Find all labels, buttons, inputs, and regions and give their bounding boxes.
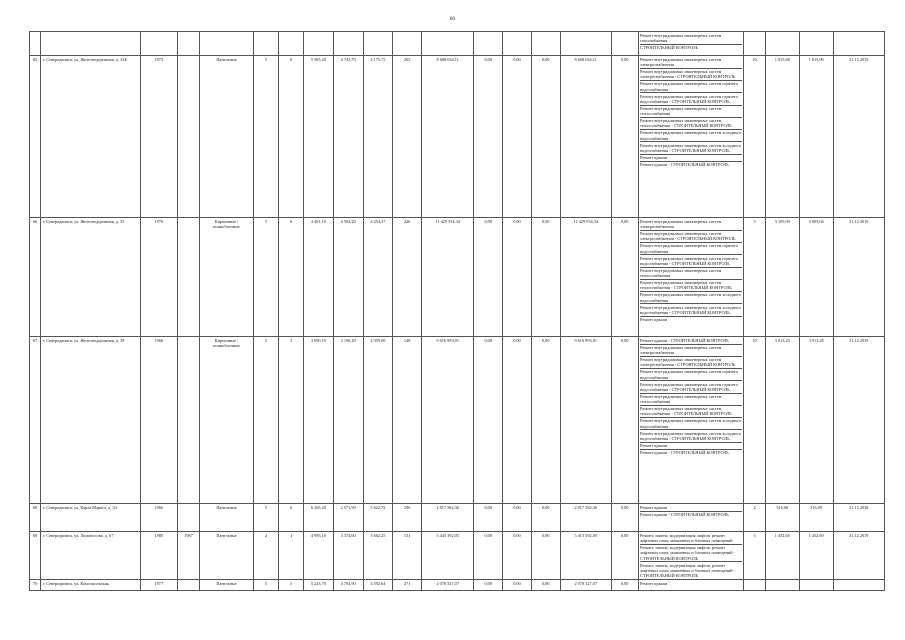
work-item: Ремонт внутридомовых инженерных систем теплоснабжения - СТРОИТЕЛЬНЫЙ КОНТРОЛЬ (640, 280, 742, 292)
year-overhaul (177, 580, 200, 591)
fund-federal: 0,00 (474, 218, 503, 337)
unit-count: 10 (744, 337, 766, 504)
table-row (30, 56, 885, 218)
wall-material: Панельные (200, 56, 253, 218)
works-list (638, 218, 744, 337)
private-area: 2 959,00 (363, 337, 393, 504)
house-address: г. Северодвинск, ул. Железнодорожная, д. 39 (41, 337, 141, 504)
work-item: Ремонт крыши - СТРОИТЕЛЬНЫЙ КОНТРОЛЬ (640, 338, 742, 345)
fund-other: 0,00 (611, 504, 638, 532)
deadline (833, 580, 884, 591)
empty-cell (560, 32, 611, 56)
fund-regional: 0,00 (503, 580, 532, 591)
fund-owners: 2 817 582,36 (560, 504, 611, 532)
cost-total: 2 078 527,07 (422, 580, 474, 591)
residents-count: 148 (393, 337, 422, 504)
residential-area: 4 704,90 (333, 580, 363, 591)
total-area: 5 223,70 (303, 580, 333, 591)
fund-other: 0,00 (611, 218, 638, 337)
fund-federal: 0,00 (474, 337, 503, 504)
floors-count: 5 (253, 337, 279, 504)
cost-total: 5 445 392,05 (422, 532, 474, 580)
work-item: Ремонт внутридомовых инженерных систем электроснабжения (640, 345, 742, 357)
private-area: 4 175,75 (363, 56, 393, 218)
table-row (30, 504, 885, 532)
work-item: Ремонт внутридомовых инженерных систем холодного водоснабжения - СТРОИТЕЛЬНЫЙ КОНТРОЛЬ (640, 304, 742, 315)
fund-owners: 9 616 993,01 (560, 337, 611, 504)
house-address: г. Северодвинск, ул. Железнодорожная, д. 33Б (41, 56, 141, 218)
fund-local: 0,00 (531, 532, 560, 580)
unit-limit (799, 580, 833, 591)
total-area: 3 090,10 (303, 337, 333, 504)
empty-cell (303, 32, 333, 56)
fund-local: 0,00 (531, 218, 560, 337)
works-list (638, 504, 744, 532)
work-item: Ремонт крыши (640, 443, 742, 450)
cost-total: 2 817 582,36 (422, 504, 474, 532)
year-built: 1975 (140, 56, 177, 218)
empty-cell (200, 32, 253, 56)
work-item: Ремонт внутридомовых инженерных систем газоснабжения (640, 33, 742, 45)
year-overhaul (177, 337, 200, 504)
work-item: Ремонт крыши - СТРОИТЕЛЬНЫЙ КОНТРОЛЬ (640, 511, 729, 517)
empty-cell (799, 32, 833, 56)
fund-other: 0,00 (611, 337, 638, 504)
unit-cost: 3 109,09 (765, 218, 799, 337)
work-item: Ремонт внутридомовых инженерных систем электроснабжения (640, 219, 742, 231)
cost-total: 9 616 993,01 (422, 337, 474, 504)
work-item: Ремонт внутридомовых инженерных систем горячего водоснабжения (640, 369, 742, 381)
private-area: 4 254,37 (363, 218, 393, 337)
cost-total: 11 429 554,34 (422, 218, 474, 337)
unit-count: 10 (744, 56, 766, 218)
fund-owners: 5 415 392,05 (560, 532, 611, 580)
year-built: 1977 (140, 580, 177, 591)
residential-area: 4 743,70 (333, 56, 363, 218)
works-list (638, 337, 744, 504)
work-item: Ремонт внутридомовых инженерных систем теплоснабжения (640, 394, 742, 406)
unit-limit: 1 815,96 (799, 56, 833, 218)
fund-regional: 0,00 (503, 337, 532, 504)
deadline: 31.12.2018 (833, 504, 884, 532)
row-number: 68 (30, 504, 41, 532)
works-list (638, 56, 744, 218)
work-item: Ремонт внутридомовых инженерных систем теплоснабжения - СТРОИТЕЛЬНЫЙ КОНТРОЛЬ (640, 406, 742, 418)
unit-limit: 3 913,28 (799, 337, 833, 504)
works-list (638, 32, 744, 56)
entrances-count: 8 (279, 56, 304, 218)
work-item: СТРОИТЕЛЬНЫЙ КОНТРОЛЬ (640, 45, 699, 51)
row-number: 67 (30, 337, 41, 504)
unit-cost: 1 452,65 (765, 532, 799, 580)
empty-cell (765, 32, 799, 56)
fund-federal: 0,00 (474, 56, 503, 218)
entrances-count: 5 (279, 580, 304, 591)
wall-material: Кирпичные / шлакоблочные (200, 337, 253, 504)
fund-regional: 0,00 (503, 504, 532, 532)
total-area: 6 265,20 (303, 504, 333, 532)
year-built: 1970 (140, 218, 177, 337)
entrances-count: 1 (279, 532, 304, 580)
work-item: Ремонт, замена, модернизация лифтов, ремонт лифтовых шахт, машинных и блочных помещений (640, 533, 742, 545)
fund-owners: 11 429 554,34 (560, 218, 611, 337)
floors-count: 5 (253, 56, 279, 218)
fund-regional: 0,00 (503, 56, 532, 218)
house-address: г. Северодвинск, ул. Железнодорожная, д. 35 (41, 218, 141, 337)
cost-total: 8 608 034,11 (422, 56, 474, 218)
year-overhaul (177, 56, 200, 218)
work-item: Ремонт внутридомовых инженерных систем электроснабжения - СТРОИТЕЛЬНЫЙ КОНТРОЛЬ (640, 69, 742, 81)
deadline: 31.12.2019 (833, 532, 884, 580)
empty-cell (833, 32, 884, 56)
work-item: Ремонт внутридомовых инженерных систем горячего водоснабжения (640, 243, 742, 255)
work-item: Ремонт внутридомовых инженерных систем теплоснабжения (640, 106, 742, 118)
empty-cell (41, 32, 141, 56)
year-overhaul: 1987 (177, 532, 200, 580)
empty-cell (611, 32, 638, 56)
private-area: 4 592,64 (363, 580, 393, 591)
empty-cell (177, 32, 200, 56)
unit-count: 5 (744, 218, 766, 337)
empty-cell (279, 32, 304, 56)
fund-other: 0,00 (611, 580, 638, 591)
row-number: 65 (30, 56, 41, 218)
empty-cell (503, 32, 532, 56)
works-list (638, 532, 744, 580)
residents-count: 131 (393, 532, 422, 580)
empty-cell (333, 32, 363, 56)
floors-count: 2 (253, 532, 279, 580)
work-item: Ремонт внутридомовых инженерных систем электроснабжения - СТРОИТЕЛЬНЫЙ КОНТРОЛЬ (640, 357, 742, 369)
fund-local: 0,00 (531, 337, 560, 504)
fund-federal: 0,00 (474, 504, 503, 532)
wall-material: Панельные (200, 580, 253, 591)
fund-federal: 0,00 (474, 532, 503, 580)
fund-owners: 8 608 034,11 (560, 56, 611, 218)
residents-count: 271 (393, 580, 422, 591)
year-overhaul (177, 218, 200, 337)
unit-cost: 516,06 (765, 504, 799, 532)
table-row (30, 532, 885, 580)
row-number: 69 (30, 532, 41, 580)
fund-other: 0,00 (611, 56, 638, 218)
table-row (30, 218, 885, 337)
table-row (30, 337, 885, 504)
unit-limit: 516,09 (799, 504, 833, 532)
residents-count: 265 (393, 56, 422, 218)
deadline: 31.12.2019 (833, 337, 884, 504)
entrances-count: 3 (279, 337, 304, 504)
empty-cell (422, 32, 474, 56)
year-built: 1980 (140, 532, 177, 580)
empty-cell (253, 32, 279, 56)
work-item: Ремонт внутридомовых инженерных систем холодного водоснабжения - СТРОИТЕЛЬНЫЙ КОНТРОЛЬ (640, 430, 742, 441)
work-item: Ремонт крыши (640, 155, 742, 162)
work-item: Ремонт внутридомовых инженерных систем электроснабжения (640, 57, 742, 69)
house-address: г. Северодвинск, ул. Комсомольская, (41, 580, 141, 591)
fund-local: 0,00 (531, 504, 560, 532)
empty-cell (531, 32, 560, 56)
work-item: Ремонт крыши - СТРОИТЕЛЬНЫЙ КОНТРОЛЬ (640, 449, 729, 455)
unit-cost: 3 013,25 (765, 337, 799, 504)
page-number: 80 (450, 17, 455, 22)
work-item: Ремонт внутридомовых инженерных систем горячего водоснабжения - СТРОИТЕЛЬНЫЙ КОНТРОЛЬ (640, 255, 742, 267)
empty-cell (744, 32, 766, 56)
fund-other: 0,00 (611, 532, 638, 580)
private-area: 5 622,72 (363, 504, 393, 532)
work-item: Ремонт внутридомовых инженерных систем холодного водоснабжения - СТРОИТЕЛЬНЫЙ КОНТРОЛЬ (640, 142, 742, 153)
wall-material: Панельные (200, 532, 253, 580)
residential-area: 4 503,20 (333, 218, 363, 337)
empty-cell (140, 32, 177, 56)
total-area: 5 385,20 (303, 56, 333, 218)
wall-material: Панельные (200, 504, 253, 532)
floors-count: 5 (253, 580, 279, 591)
fund-local: 0,00 (531, 580, 560, 591)
work-item: Ремонт, замена, модернизация лифтов, ремонт лифтовых шахт, машинных и блочных помещений - СТРОИТЕЛЬНЫЙ КОНТРОЛЬ (640, 562, 736, 579)
deadline: 31.12.2019 (833, 218, 884, 337)
work-item: Ремонт внутридомовых инженерных систем электроснабжения - СТРОИТЕЛЬНЫЙ КОНТРОЛЬ (640, 231, 742, 243)
row-number: 70 (30, 580, 41, 591)
entrances-count: 6 (279, 218, 304, 337)
unit-count (744, 580, 766, 591)
unit-count: 2 (744, 504, 766, 532)
residential-area: 3 190,20 (333, 337, 363, 504)
house-address: г. Северодвинск, ул. Карла Маркса, д. 33 (41, 504, 141, 532)
entrances-count: 6 (279, 504, 304, 532)
fund-regional: 0,00 (503, 218, 532, 337)
overhaul-register-table (29, 31, 885, 591)
deadline: 31.12.2019 (833, 56, 884, 218)
work-item: Ремонт внутридомовых инженерных систем горячего водоснабжения - СТРОИТЕЛЬНЫЙ КОНТРОЛЬ (640, 93, 742, 105)
fund-federal: 0,00 (474, 580, 503, 591)
year-overhaul (177, 504, 200, 532)
unit-limit: 1 452,69 (799, 532, 833, 580)
house-address: г. Северодвинск, ул. Ломоносова, д. 67 (41, 532, 141, 580)
year-built: 1966 (140, 337, 177, 504)
empty-cell (474, 32, 503, 56)
work-item: Ремонт крыши (640, 316, 668, 322)
residents-count: 296 (393, 504, 422, 532)
fund-local: 0,00 (531, 56, 560, 218)
work-item: Ремонт внутридомовых инженерных систем холодного водоснабжения (640, 130, 742, 141)
floors-count: 5 (253, 218, 279, 337)
unit-count: 3 (744, 532, 766, 580)
wall-material: Кирпичные / шлакоблочные (200, 218, 253, 337)
work-item: Ремонт внутридомовых инженерных систем горячего водоснабжения - СТРОИТЕЛЬНЫЙ КОНТРОЛЬ (640, 381, 742, 393)
work-item: Ремонт внутридомовых инженерных систем холодного водоснабжения (640, 418, 742, 429)
unit-cost (765, 580, 799, 591)
residents-count: 226 (393, 218, 422, 337)
empty-cell (363, 32, 393, 56)
work-item: Ремонт внутридомовых инженерных систем теплоснабжения (640, 268, 742, 280)
private-area: 3 662,25 (363, 532, 393, 580)
empty-cell (393, 32, 422, 56)
work-item: Ремонт, замена, модернизация лифтов, ремонт лифтовых шахт, машинных и блочных помещений - СТРОИТЕЛЬНЫЙ КОНТРОЛЬ (640, 545, 742, 563)
residential-area: 3 374,60 (333, 532, 363, 580)
residential-area: 2 571,90 (333, 504, 363, 532)
row-number: 66 (30, 218, 41, 337)
table-row (30, 580, 885, 591)
work-item: Ремонт внутридомовых инженерных систем холодного водоснабжения (640, 292, 742, 303)
work-item: Ремонт крыши (640, 581, 668, 587)
year-built: 1966 (140, 504, 177, 532)
unit-cost: 1 815,68 (765, 56, 799, 218)
unit-limit: 3 905,04 (799, 218, 833, 337)
work-item: Ремонт внутридомовых инженерных систем теплоснабжения - СТРОИТЕЛЬНЫЙ КОНТРОЛЬ (640, 118, 742, 130)
works-list (638, 580, 744, 591)
work-item: Ремонт внутридомовых инженерных систем горячего водоснабжения (640, 81, 742, 93)
work-item: Ремонт крыши - СТРОИТЕЛЬНЫЙ КОНТРОЛЬ (640, 161, 729, 167)
empty-cell (30, 32, 41, 56)
floors-count: 5 (253, 504, 279, 532)
total-area: 4 995,10 (303, 532, 333, 580)
fund-owners: 2 078 527,07 (560, 580, 611, 591)
fund-regional: 0,00 (503, 532, 532, 580)
work-item: Ремонт крыши (640, 505, 742, 512)
total-area: 4 491,10 (303, 218, 333, 337)
table-row (30, 32, 885, 56)
